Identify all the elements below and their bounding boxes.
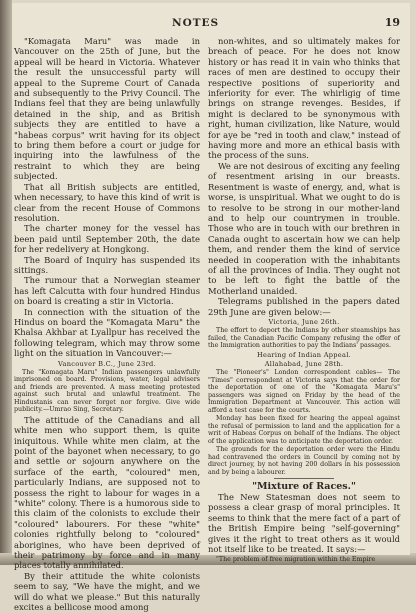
paragraph: We are not desirous of exciting any feeling of resentment arising in our breasts. Resentment is waste of energy, and, what is worse, is unspiritual. What we ought to do is to resolve to be strong in our mother-land and to help our countrymen in trouble. Those who are in touch with our brethren in Canada ought to ascertain how we can help them, and render them the kind of service needed in cooperation with the inhabitants of all the provinces of India. They ought not to be left to fight the battle of the Motherland unaided. xyxy=(208,160,400,296)
telegram-text: The "Pioneer's" London correspondent cables— The "Times" correspondent at Victoria says that the order for the deportation of one of the "Komagata Maru's" passengers was signed on Friday by the head of the Immigration Department at Vancouver. This action will afford a test case for the courts. xyxy=(208,369,400,414)
page-header xyxy=(12,17,410,31)
running-title: NOTES xyxy=(172,17,220,29)
telegram-dateline: Allahabad, June 28th. xyxy=(264,359,344,368)
printed-page xyxy=(12,3,410,613)
quoted-text: "The problem of free migration within the Empire xyxy=(216,555,376,563)
paragraph: By their attitude the white colonists seem to say, "We have the might, and we will do what we please." But this naturally excites a bellicose mood among xyxy=(14,570,200,613)
binding-shadow xyxy=(0,0,12,565)
telegram-text: The grounds for the deportation order were the Hindu had contravened the orders in Council by coming not by direct journey, by not having 200 dollars in his possession and by being a labourer. xyxy=(208,446,400,476)
right-column xyxy=(208,36,400,563)
paragraph: The charter money for the vessel has been paid until September 20th, the date for her redelivery at Hongkong. xyxy=(14,223,200,255)
telegram-text: Monday has been fixed for hearing the appeal against the refusal of permission to land and the application for a writ of Habeas Corpus on behalf of the Indians. The object of the application was to anticipate the deportation order. xyxy=(208,415,400,445)
subheading: Hearing of Indian Appeal. xyxy=(256,350,352,359)
section-divider xyxy=(274,478,334,479)
telegram-dateline: Victoria, June 26th. xyxy=(268,317,340,326)
paragraph: The rumour that a Norwegian steamer has left Calcutta with four hundred Hindus on board is creating a stir in Victoria. xyxy=(14,275,200,307)
section-heading: "Mixture of Races." xyxy=(252,481,356,493)
paragraph: The New Statesman does not seem to possess a clear grasp of moral principles. It seems to think that the mere fact of a part of the British Empire being "self-governing" gives it the right to treat others as it would not itself like to be treated. It says:— xyxy=(208,492,400,555)
left-column xyxy=(14,36,200,613)
paragraph: Telegrams published in the papers dated 29th June are given below:— xyxy=(208,296,400,317)
paragraph: non-whites, and so ultimately makes for breach of peace. For he does not know history or has read it in vain who thinks that races of men are destined to occupy their respective positions of superiority and inferiority for ever. The whirligig of time brings on strange revenges. Besides, if might is declared to be synonymous with right, human civilization, like Nature, would for aye be "red in tooth and claw," instead of having more and more an ethical basis with the process of the suns. xyxy=(208,36,400,161)
paragraph: "Komagata Maru" was made in Vancouver on the 25th of June, but the appeal will be heard in Victoria. Whatever the result the unsuccessful party will appeal to the Supreme Court of Canada and subsequently to the Privy Council. The Indians feel that they are being unlawfully detained in the ship, and as British subjects they are entitled to have a "habeas corpus" writ having for its object to bring them before a court or judge for inquiring into the lawfulness of the restraint to which they are being subjected. xyxy=(14,36,200,182)
telegram-text: The "Komagata Maru" Indian passengers unlawfully imprisoned on board. Provisions, water, legal advisers and friends are prevented. A mass meeting protested against such brutal and unlawful treatment. The Hindustanis can never forget nor forgive. Give wide publicity.—Umrao Sing, Secretary. xyxy=(14,368,200,414)
paragraph: That all British subjects are entitled, when necessary, to have this kind of writ is clear from the recent House of Commons resolution. xyxy=(14,181,200,223)
telegram-text: The effort to deport the Indians by other steamships has failed, the Canadian Pacific Company refusing the offer of the Immigration authorities to pay the Indians' passages. xyxy=(208,327,400,350)
telegram-dateline: Vancouver B.C., June 23rd. xyxy=(58,359,156,368)
page-number: 19 xyxy=(384,16,400,29)
paragraph: The Board of Inquiry has suspended its sittings. xyxy=(14,254,200,275)
paragraph: In connection with the situation of the Hindus on board the "Komagata Maru" the Khalsa Akhbar at Lyallpur has received the following telegram, which may throw some light on the situation in Vancouver:— xyxy=(14,306,200,359)
paragraph: The attitude of the Canadians and all white men who support them, is quite iniquitous. While white men claim, at the point of the bayonet when necessary, to go and settle or sojourn anywhere on the surface of the earth, "coloured" men, particularly Indians, are supposed not to possess the right to labour for wages in a "white" colony. There is a humorous side to this claim of the colonists to exclude their "coloured" labourers. For these "white" colonies rightfully belong to "coloured" aborigines, who have been deprived of their patrimony by force and in many places totally annihilated. xyxy=(14,414,200,571)
